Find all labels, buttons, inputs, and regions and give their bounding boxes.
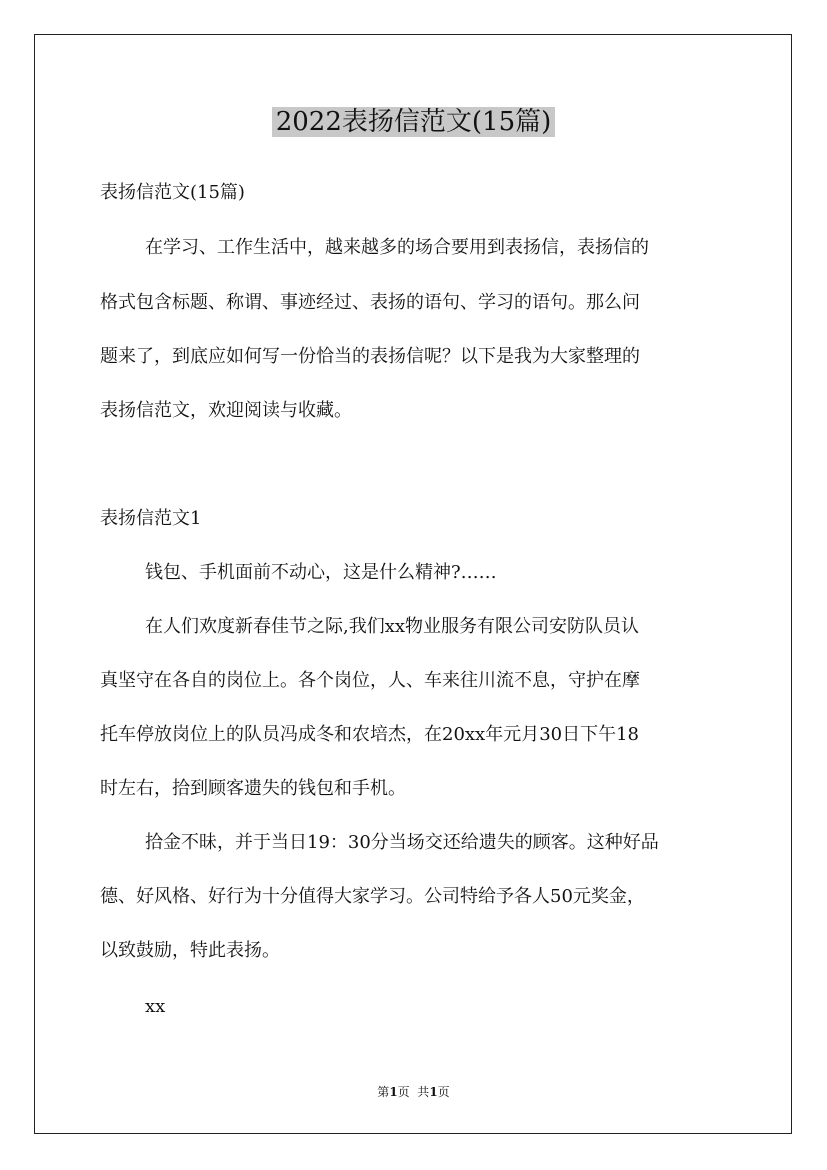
- footer-current-page: 1: [389, 1085, 398, 1099]
- footer-total-pages: 1: [429, 1085, 438, 1099]
- footer-prefix: 第: [377, 1085, 390, 1099]
- body-line: 托车停放岗位上的队员冯成冬和农培杰，在20xx年元月30日下午18: [100, 724, 640, 745]
- intro-line: 题来了，到底应如何写一份恰当的表扬信呢？以下是我为大家整理的: [100, 346, 640, 367]
- page-footer: [0, 1083, 827, 1101]
- intro-line: 格式包含标题、称谓、事迹经过、表扬的语句、学习的语句。那么问: [100, 292, 640, 313]
- intro-line: 表扬信范文，欢迎阅读与收藏。: [100, 400, 352, 421]
- footer-mid: 页 共: [397, 1085, 430, 1099]
- intro-line: 在学习、工作生活中，越来越多的场合要用到表扬信，表扬信的: [145, 237, 649, 258]
- body-line: 德、好风格、好行为十分值得大家学习。公司特给予各人50元奖金，: [100, 886, 645, 907]
- body-line: 拾金不昧，并于当日19：30分当场交还给遗失的顾客。这种好品: [145, 832, 659, 853]
- title-text: 2022表扬信范文(15篇): [272, 107, 556, 137]
- subtitle: 表扬信范文(15篇): [100, 182, 245, 203]
- footer-suffix: 页: [437, 1085, 450, 1099]
- body-line: 以致鼓励，特此表扬。: [100, 940, 280, 961]
- body-line: 真坚守在各自的岗位上。各个岗位，人、车来往川流不息，守护在摩: [100, 670, 640, 691]
- signature: xx: [145, 996, 166, 1017]
- document-title: [0, 100, 827, 144]
- body-line: 时左右，拾到顾客遗失的钱包和手机。: [100, 778, 406, 799]
- section-heading: 表扬信范文1: [100, 508, 202, 529]
- body-line: 在人们欢度新春佳节之际,我们xx物业服务有限公司安防队员认: [145, 616, 640, 637]
- body-line: 钱包、手机面前不动心，这是什么精神?……: [145, 562, 497, 583]
